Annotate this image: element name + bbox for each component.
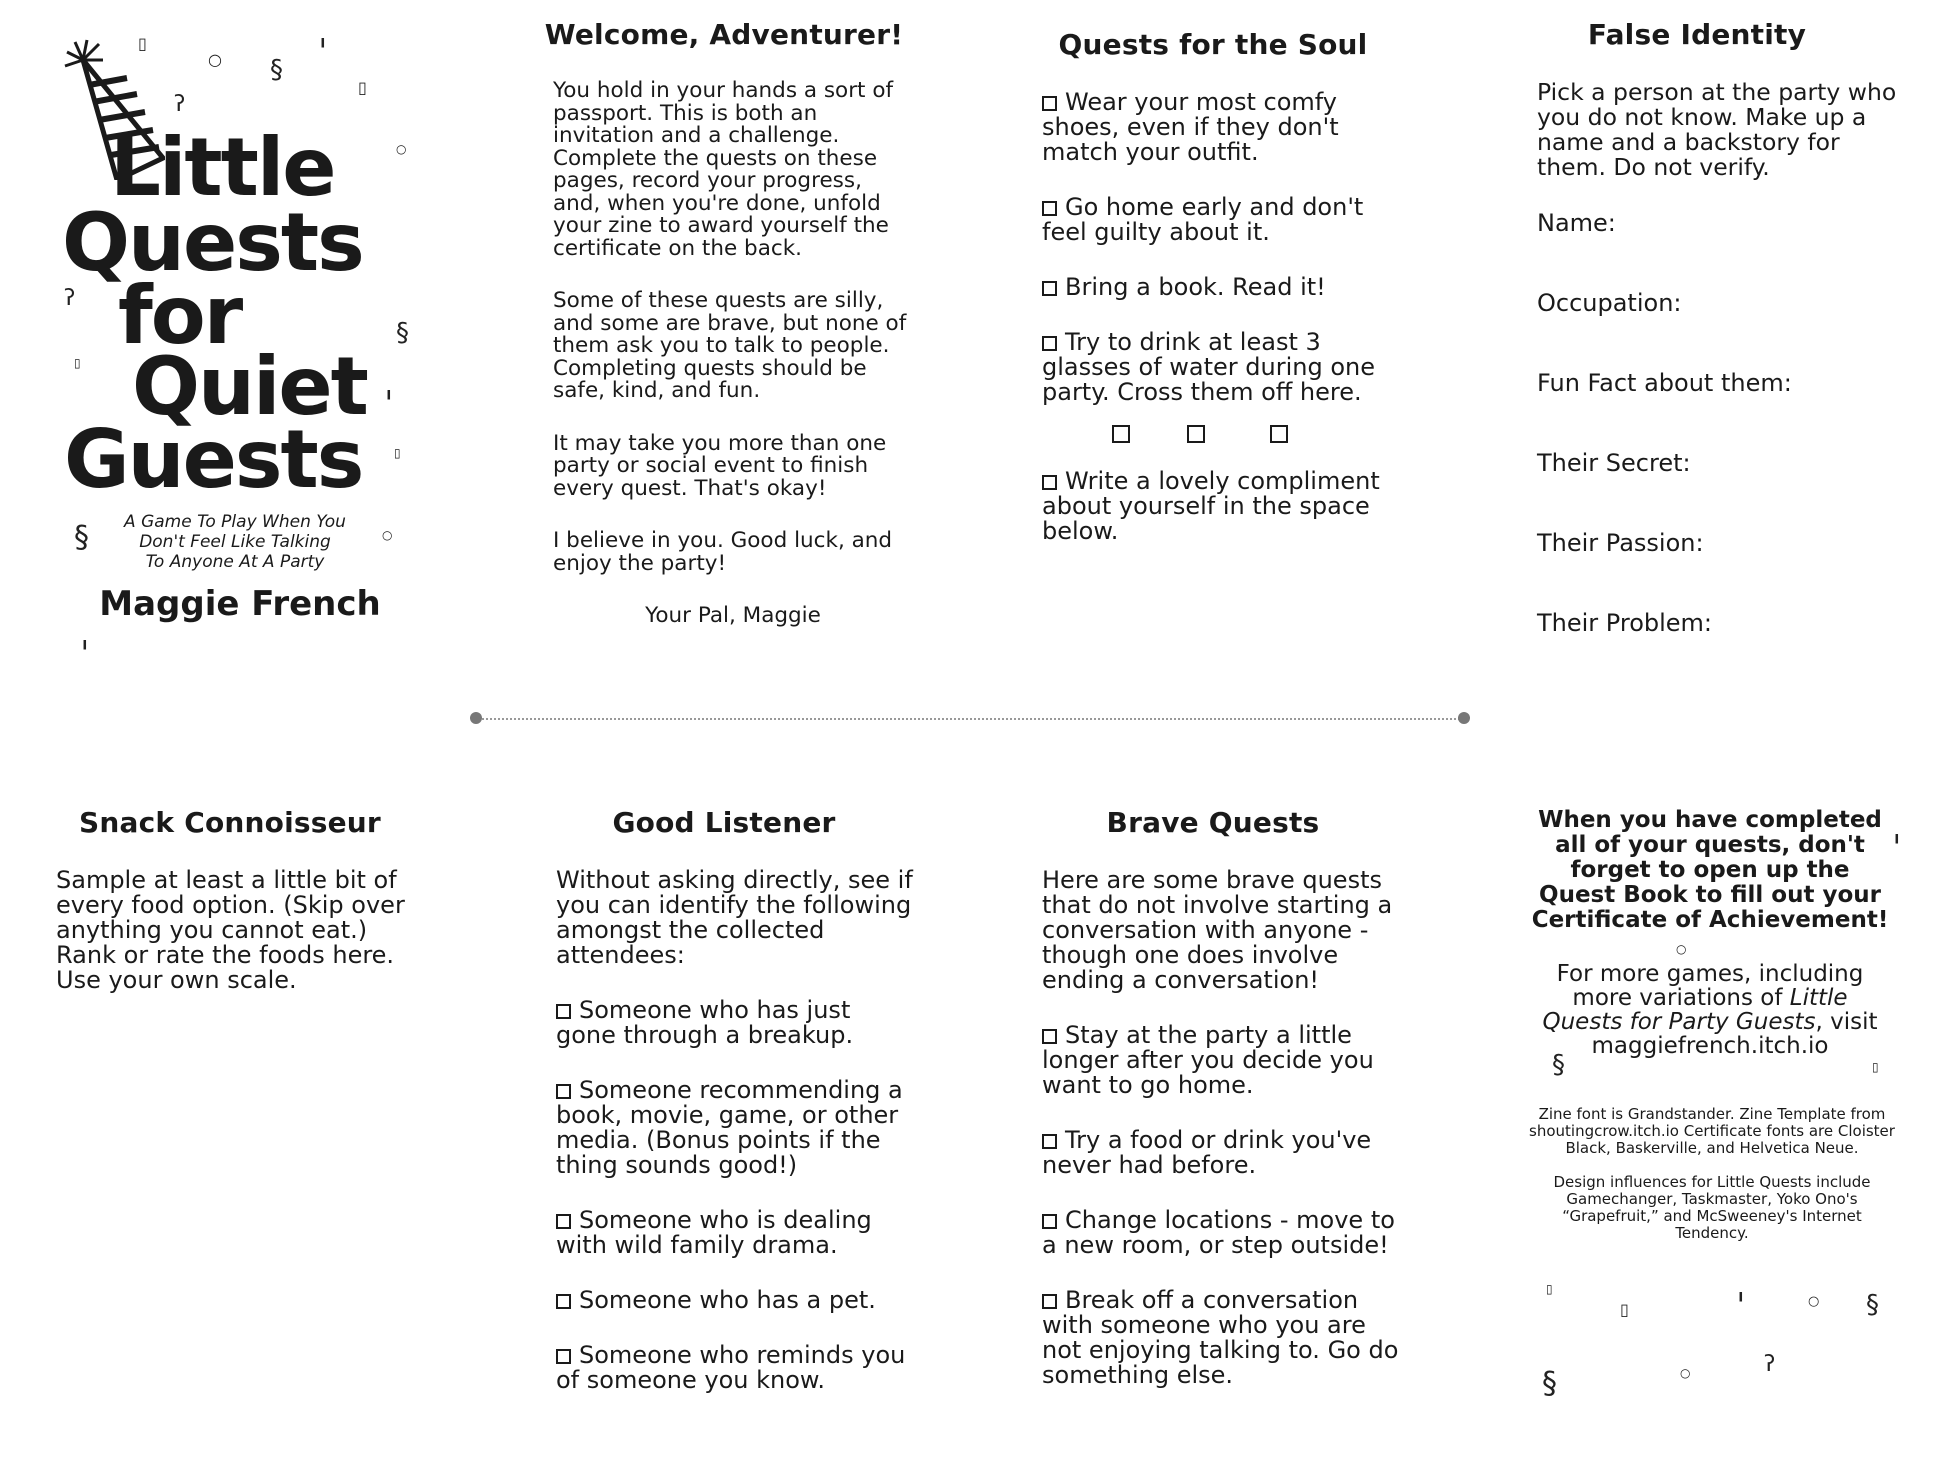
checkbox-icon[interactable] xyxy=(1042,336,1057,351)
brave-text: Change locations - move to a new room, or step outside! xyxy=(1042,1206,1395,1259)
confetti-icon: ▯ xyxy=(1620,1300,1629,1319)
confetti-icon: § xyxy=(396,318,409,348)
confetti-icon: ╹ xyxy=(80,640,90,659)
soul-title: Quests for the Soul xyxy=(1058,28,1368,61)
confetti-icon: ○ xyxy=(1808,1294,1820,1309)
back-more-games xyxy=(1530,962,1890,1058)
listener-text: Someone who has just gone through a breakup. xyxy=(556,996,854,1049)
listener-item[interactable] xyxy=(556,998,916,1048)
quest-item[interactable] xyxy=(1042,275,1402,300)
credits xyxy=(1527,1106,1897,1259)
welcome-title: Welcome, Adventurer! xyxy=(544,18,904,51)
quest-item[interactable] xyxy=(1042,195,1402,245)
cover-panel xyxy=(0,0,484,730)
welcome-signoff: Your Pal, Maggie xyxy=(645,603,821,628)
water-glass-checkbox[interactable] xyxy=(1187,425,1205,443)
listener-title: Good Listener xyxy=(612,806,836,839)
welcome-paragraph: It may take you more than one party or social event to finish every quest. That's okay! xyxy=(553,430,887,501)
checkbox-icon[interactable] xyxy=(1042,1214,1057,1229)
false-identity-intro: Pick a person at the party who you do not know. Make up a name and a backstory for them. Do not verify. xyxy=(1537,78,1897,181)
water-glass-checkbox[interactable] xyxy=(1112,425,1130,443)
confetti-icon: ○ xyxy=(1676,942,1687,956)
more-games-link[interactable]: , visit maggiefrench.itch.io xyxy=(1591,1009,1878,1059)
confetti-icon: ▯ xyxy=(74,356,81,370)
listener-item[interactable] xyxy=(556,1288,916,1313)
quest-text: Try to drink at least 3 glasses of water during one party. Cross them off here. xyxy=(1042,328,1375,406)
confetti-icon: § xyxy=(74,520,89,555)
checkbox-icon[interactable] xyxy=(1042,281,1057,296)
snack-panel xyxy=(0,730,484,1460)
confetti-icon: ○ xyxy=(396,142,407,156)
confetti-icon: ʔ xyxy=(1764,1352,1776,1377)
confetti-icon: ▯ xyxy=(1872,1060,1879,1074)
water-glass-checkboxes xyxy=(1112,425,1402,447)
cover-author: Maggie French xyxy=(99,584,381,624)
listener-text: Someone who reminds you of someone you know. xyxy=(556,1341,906,1394)
brave-item[interactable] xyxy=(1042,1288,1412,1388)
cover-title-line: Little xyxy=(110,121,335,214)
checkbox-icon[interactable] xyxy=(556,1349,571,1364)
field-occupation[interactable]: Occupation: xyxy=(1537,289,1682,317)
water-glass-checkbox[interactable] xyxy=(1270,425,1288,443)
listener-text: Someone recommending a book, movie, game, or other media. (Bonus points if the thing sounds good!) xyxy=(556,1076,903,1179)
back-completed-note: When you have completed all of your quests, don't forget to open up the Quest Book to fill out your Certificate of Achievement! xyxy=(1531,807,1889,933)
welcome-paragraph: Some of these quests are silly, and some are brave, but none of them ask you to talk to people. Completing quests should be safe, kind, and fun. xyxy=(553,288,907,403)
confetti-icon: ○ xyxy=(382,528,393,542)
confetti-icon: ○ xyxy=(1680,1366,1691,1380)
listener-intro: Without asking directly, see if you can identify the following amongst the collected attendees: xyxy=(556,866,913,969)
brave-text: Try a food or drink you've never had before. xyxy=(1042,1126,1372,1179)
brave-text: Stay at the party a little longer after you decide you want to go home. xyxy=(1042,1021,1374,1099)
welcome-paragraph: I believe in you. Good luck, and enjoy the party! xyxy=(553,528,893,576)
field-secret[interactable]: Their Secret: xyxy=(1537,449,1691,477)
checkbox-icon[interactable] xyxy=(1042,1294,1057,1309)
checkbox-icon[interactable] xyxy=(1042,1029,1057,1044)
quest-item[interactable] xyxy=(1042,330,1402,405)
brave-intro: Here are some brave quests that do not involve starting a conversation with anyone - though one does involve ending a conversation! xyxy=(1042,866,1393,994)
more-games-text: For more games, including more variations of xyxy=(1556,961,1864,1011)
welcome-paragraph: You hold in your hands a sort of passport. This is both an invitation and a challenge. Complete the quests on these pages, record your progress, and, when you're done, unfold your zine to award yourself the certificate on the back. xyxy=(553,78,894,261)
quest-text: Go home early and don't feel guilty about it. xyxy=(1042,193,1364,246)
confetti-icon: ╹ xyxy=(384,390,394,409)
checkbox-icon[interactable] xyxy=(1042,201,1057,216)
cover-title-line: for xyxy=(118,269,242,362)
confetti-icon: ▯ xyxy=(358,78,367,97)
false-identity-title: False Identity xyxy=(1587,18,1807,51)
checkbox-icon[interactable] xyxy=(556,1294,571,1309)
confetti-icon: § xyxy=(1542,1366,1557,1401)
cover-title-line: Quests xyxy=(62,196,363,289)
quest-text: Wear your most comfy shoes, even if they don't match your outfit. xyxy=(1042,88,1339,166)
cover-title xyxy=(62,121,402,506)
checkbox-icon[interactable] xyxy=(1042,475,1057,490)
fold-dot-right xyxy=(1458,712,1470,724)
brave-item[interactable] xyxy=(1042,1023,1412,1098)
confetti-icon: ʔ xyxy=(64,286,76,311)
soul-quest-list xyxy=(1042,90,1402,574)
field-problem[interactable]: Their Problem: xyxy=(1537,609,1713,637)
confetti-icon: § xyxy=(1866,1290,1879,1320)
confetti-icon: § xyxy=(270,55,283,85)
fold-dot-left xyxy=(470,712,482,724)
listener-item[interactable] xyxy=(556,1343,916,1393)
fold-line xyxy=(475,718,1463,720)
field-name[interactable]: Name: xyxy=(1537,209,1616,237)
confetti-icon: ▯ xyxy=(138,34,147,53)
snack-title: Snack Connoisseur xyxy=(79,806,381,839)
more-games-title: Little Quests for Party Guests xyxy=(1542,985,1848,1035)
subtitle-line: To Anyone At A Party xyxy=(145,552,325,572)
confetti-icon: ▯ xyxy=(394,446,401,460)
confetti-icon: § xyxy=(1552,1050,1565,1080)
quest-text: Write a lovely compliment about yourself in the space below. xyxy=(1042,467,1380,545)
field-fun-fact[interactable]: Fun Fact about them: xyxy=(1537,369,1792,397)
quest-item[interactable] xyxy=(1042,90,1402,165)
listener-text: Someone who is dealing with wild family drama. xyxy=(556,1206,872,1259)
cover-subtitle xyxy=(95,512,375,572)
confetti-icon: ╹ xyxy=(318,38,328,57)
subtitle-line: A Game To Play When You xyxy=(124,512,346,532)
listener-item[interactable] xyxy=(556,1078,916,1178)
confetti-icon: ╹ xyxy=(1892,834,1902,853)
listener-text: Someone who has a pet. xyxy=(579,1286,876,1314)
welcome-body xyxy=(553,80,913,658)
checkbox-icon[interactable] xyxy=(556,1004,571,1019)
brave-panel xyxy=(968,730,1452,1460)
credits-fonts: Zine font is Grandstander. Zine Template from shoutingcrow.itch.io Certificate fonts are Cloister Black, Baskerville, and Helvetica Neue. xyxy=(1529,1105,1895,1157)
checkbox-icon[interactable] xyxy=(1042,1134,1057,1149)
cover-title-line: Guests xyxy=(64,413,363,506)
checkbox-icon[interactable] xyxy=(556,1084,571,1099)
confetti-icon: ▯ xyxy=(1546,1282,1553,1296)
confetti-icon: ʔ xyxy=(174,92,186,117)
confetti-icon: ╹ xyxy=(1736,1292,1746,1311)
subtitle-line: Don't Feel Like Talking xyxy=(139,532,331,552)
soul-panel xyxy=(968,0,1452,730)
cover-title-line: Quiet xyxy=(132,340,367,433)
brave-list xyxy=(1042,868,1412,1418)
brave-item[interactable] xyxy=(1042,1208,1412,1258)
brave-title: Brave Quests xyxy=(1106,806,1320,839)
field-passion[interactable]: Their Passion: xyxy=(1537,529,1704,557)
listener-item[interactable] xyxy=(556,1208,916,1258)
checkbox-icon[interactable] xyxy=(556,1214,571,1229)
credits-influences: Design influences for Little Quests include Gamechanger, Taskmaster, Yoko Ono's “Grapefruit,” and McSweeney's Internet Tendency. xyxy=(1553,1173,1871,1242)
confetti-icon: ○ xyxy=(208,50,222,69)
checkbox-icon[interactable] xyxy=(1042,96,1057,111)
quest-text: Bring a book. Read it! xyxy=(1065,273,1326,301)
brave-item[interactable] xyxy=(1042,1128,1412,1178)
quest-item[interactable] xyxy=(1042,469,1402,544)
listener-list xyxy=(556,868,916,1423)
snack-text: Sample at least a little bit of every food option. (Skip over anything you cannot eat.) Rank or rate the foods here. Use your own scale. xyxy=(56,866,405,994)
listener-panel xyxy=(484,730,968,1460)
brave-text: Break off a conversation with someone who you are not enjoying talking to. Go do something else. xyxy=(1042,1286,1399,1389)
